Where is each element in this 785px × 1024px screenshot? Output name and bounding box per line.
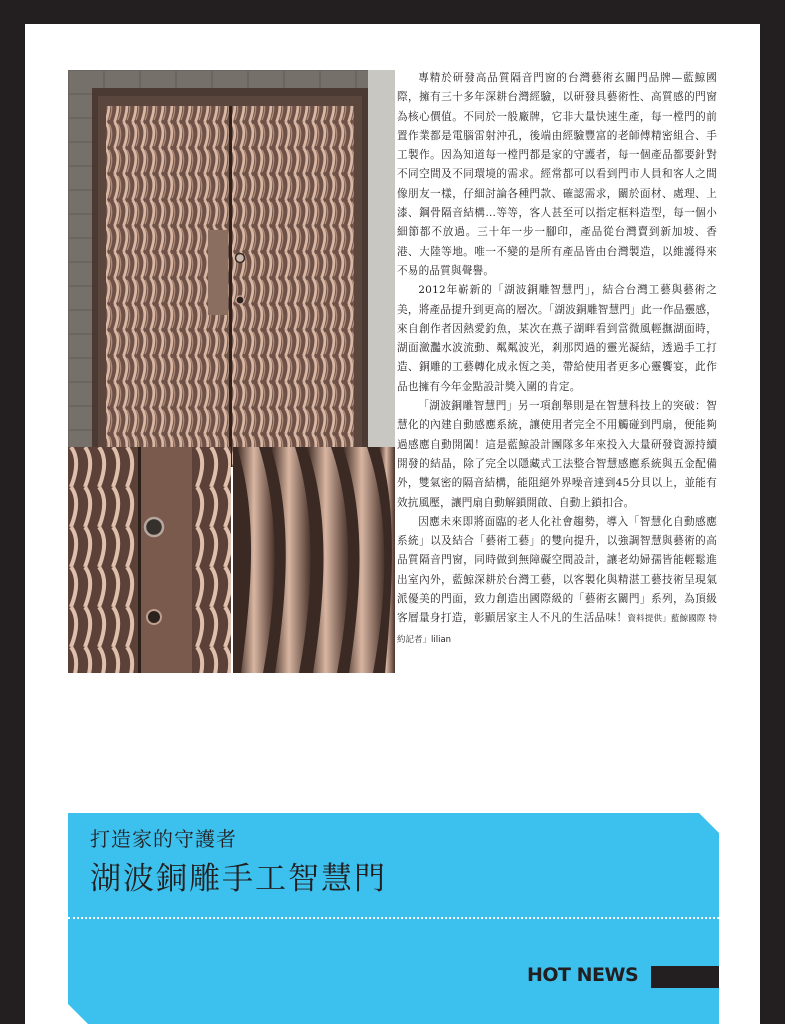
banner-subtitle: 打造家的守護者 <box>90 827 237 851</box>
hot-news-bar <box>651 966 719 988</box>
headline-banner <box>68 813 719 1024</box>
article-paragraph-2: 2012年嶄新的「湖波銅雕智慧門」，結合台灣工藝與藝術之美，將產品提升到更高的層次。「湖波銅雕智慧門」此一作品靈感，來自創作者因熱愛釣魚，某次在燕子湖畔看到當微風輕撫湖面時，湖面瀲灩水波流動、粼粼波光，剎那閃過的靈光凝結，透過手工打造、銅雕的工藝轉化成永恆之美，帶給使用者更多心靈饗宴，此作品也擁有今年金點設計獎入圍的肯定。 <box>397 284 717 393</box>
magazine-page <box>25 24 760 1024</box>
door-photo-main <box>68 70 395 467</box>
article-paragraph-1: 專精於研發高品質隔音門窗的台灣藝術玄關門品牌—藍鯨國際，擁有三十多年深耕台灣經驗，以研發具藝術性、高質感的門窗為核心價值。不同於一般廠牌，它非大量快速生產，每一樘門的前置作業都是電腦雷射沖孔，後端由經驗豐富的老師傅精密組合、手工製作。因為知道每一樘門都是家的守護者，每一個產品都要針對不同空間及不同環境的需求。經常都可以看到門市人員和客人之間像朋友一樣，仔細討論各種門款、確認需求，關於面材、處理、上漆、鋼骨隔音結構…等等，客人甚至可以指定框料造型，每一個小細節都不放過。三十年一步一腳印，產品從台灣賣到新加坡、香港、大陸等地。唯一不變的是所有產品皆由台灣製造，以維護得來不易的品質與聲譽。 <box>397 72 717 277</box>
article-paragraph-3: 「湖波銅雕智慧門」另一項創舉則是在智慧科技上的突破：智慧化的內建自動感應系統，讓使用者完全不用觸碰到門扇，便能夠過感應自動開闔！這是藍鯨設計團隊多年來投入大量研發資源持續開發的結晶，除了完全以隱藏式工法整合智慧感應系統與五金配備外，雙氣密的隔音結構，能阻絕外界噪音達到45分貝以上，並能有效抗風壓，讓門扇自動解鎖開啟、自動上鎖扣合。 <box>397 400 717 509</box>
article-credit: 資料提供」藍鯨國際 特約記者」lilian <box>397 614 718 645</box>
article-body <box>397 69 717 650</box>
dotted-divider <box>68 917 719 919</box>
hot-news-label: HOT NEWS <box>527 964 639 986</box>
article-paragraph-4-text: 因應未來即將面臨的老人化社會趨勢，導入「智慧化自動感應系統」以及結合「藝術工藝」的雙向提升，以強調智慧與藝術的高品質隔音門窗，同時做到無障礙空間設計，讓老幼婦孺皆能輕鬆進出室內外，藍鯨深耕於台灣工藝，以客製化與精湛工藝技術呈現氣派優美的門面，致力創造出國際級的「藝術玄關門」系列，為頂級客層量身打造，彰顯居家主人不凡的生活品味！ <box>397 515 717 625</box>
copper-texture-photo <box>233 447 395 673</box>
article-paragraph-4 <box>397 513 717 650</box>
banner-title: 湖波銅雕手工智慧門 <box>90 861 387 897</box>
door-lock-detail-photo <box>68 447 231 673</box>
